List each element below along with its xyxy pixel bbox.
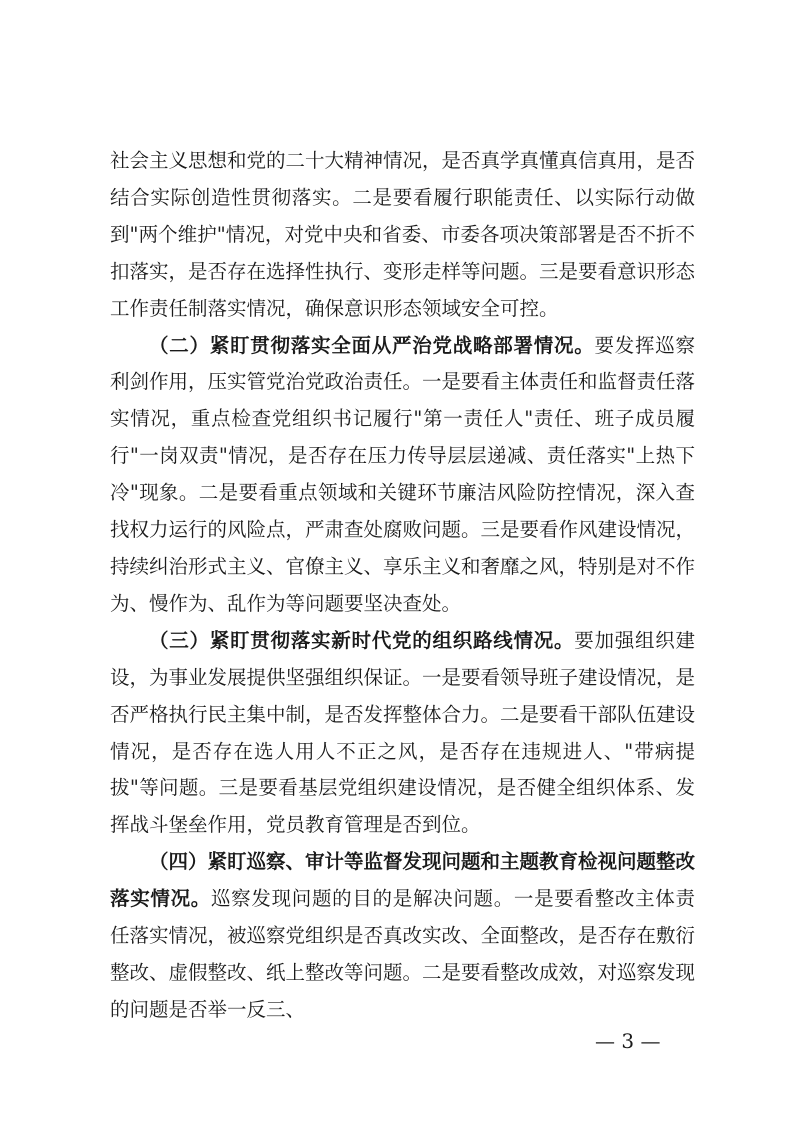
paragraph-continued [110,143,695,328]
paragraph-body-1: 社会主义思想和党的二十大精神情况，是否真学真懂真信真用，是否结合实际创造性贯彻落实。二是要看履行职能责任、以实际行动做到"两个维护"情况，对党中央和省委、市委各项决策部署是否不折不扣落实，是否存在选择性执行、变形走样等问题。三是要看意识形态工作责任制落实情况，确保意识形态领域安全可控。 [110,149,696,320]
paragraph-body-4: 巡察发现问题的目的是解决问题。一是要看整改主体责任落实情况，被巡察党组织是否真改实改、全面整改，是否存在敷衍整改、虚假整改、纸上整改等问题。二是要看整改成效，对巡察发现的问题是否举一反三、 [110,887,696,1021]
paragraph-body-2: 要发挥巡察利剑作用，压实管党治党政治责任。一是要看主体责任和监督责任落实情况，重点检查党组织书记履行"第一责任人"责任、班子成员履行"一岗双责"情况，是否存在压力传导层层递减、责任落实"上热下冷"现象。二是要看重点领域和关键环节廉洁风险防控情况，深入查找权力运行的风险点，严肃查处腐败问题。三是要看作风建设情况，持续纠治形式主义、官僚主义、享乐主义和奢靡之风，特别是对不作为、慢作为、乱作为等问题要坚决查处。 [110,333,696,615]
paragraph-body-3: 要加强组织建设，为事业发展提供坚强组织保证。一是要看领导班子建设情况，是否严格执行民主集中制，是否发挥整体合力。二是要看干部队伍建设情况，是否存在选人用人不正之风，是否存在违规进人、"带病提拔"等问题。三是要看基层党组织建设情况，是否健全组织体系、发挥战斗堡垒作用，党员教育管理是否到位。 [110,628,696,837]
section-heading-3: （三）紧盯贯彻落实新时代党的组织路线情况。 [149,628,575,652]
page-number: — 3 — [595,1029,661,1053]
paragraph-section-2 [110,328,695,623]
paragraph-section-3 [110,623,695,844]
section-heading-4: （四）紧盯巡察、审计等监督发现问题和主题教育检视问题整改落实情况。 [110,850,696,911]
paragraph-section-4 [110,844,695,1029]
section-heading-2: （二）紧盯贯彻落实全面从严治党战略部署情况。 [149,333,595,357]
document-body [110,143,695,1029]
